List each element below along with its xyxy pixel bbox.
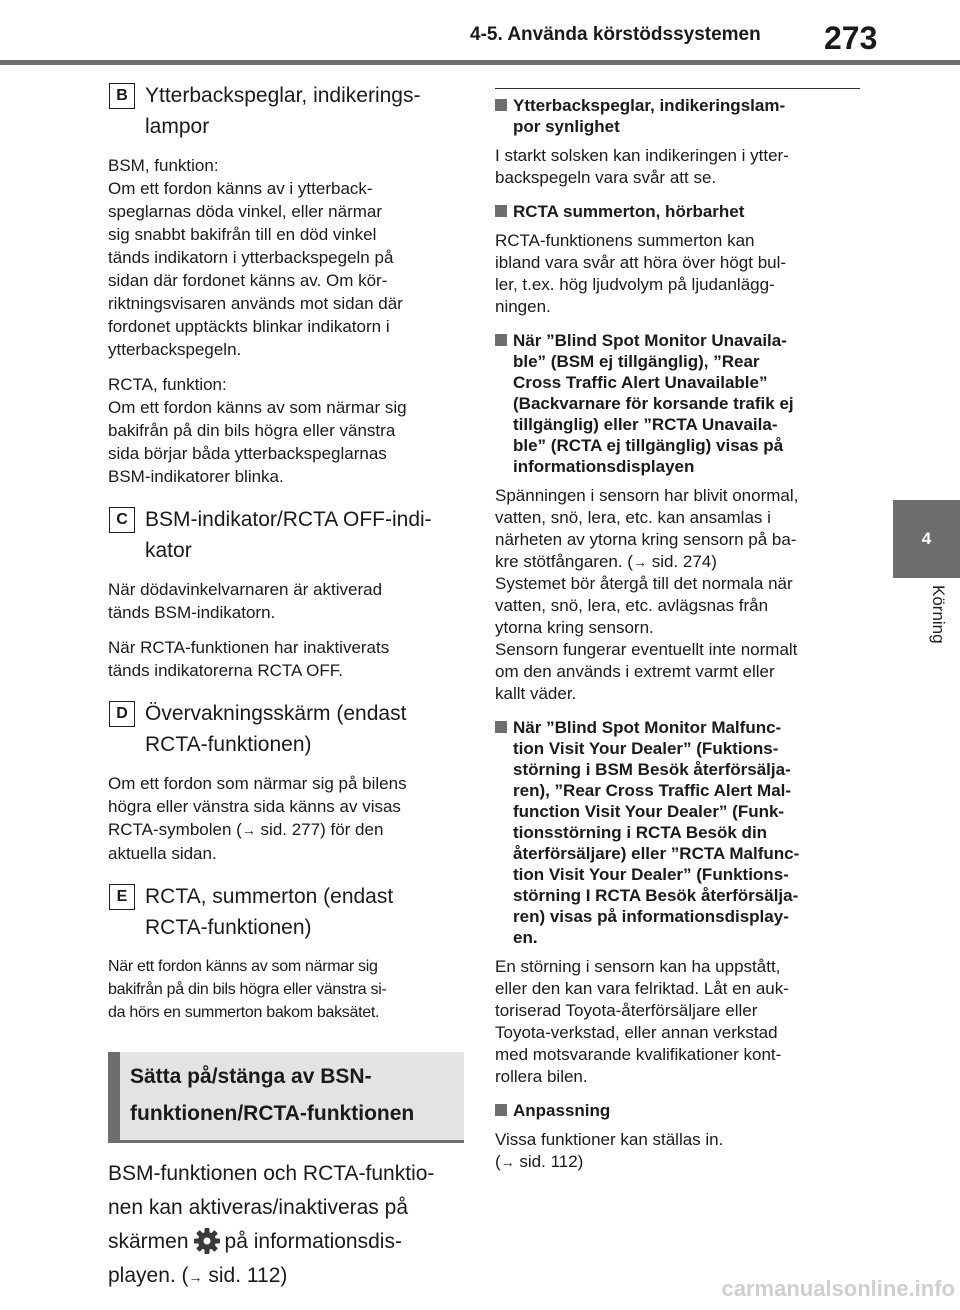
note-heading-audibility: RCTA summerton, hörbarhet <box>495 201 860 222</box>
arrow-icon: → <box>188 1269 203 1285</box>
item-c-heading <box>108 504 468 566</box>
item-c-paragraph-1: När dödavinkelvarnaren är aktiverad tänds BSM-indikatorn. <box>108 580 383 622</box>
item-d-paragraph: Om ett fordon som närmar sig på bilens högra eller vänstra sida känns av visas RCTA-symbolen (→ sid. 277) för den aktuella sidan. <box>108 774 407 863</box>
item-c-title-line1: BSM-indikator/RCTA OFF-indi- <box>145 508 432 531</box>
watermark: carmanualsonline.info <box>721 1276 955 1301</box>
arrow-icon: → <box>241 822 256 838</box>
item-c-paragraph-2: När RCTA-funktionen har inaktiverats tänds indikatorerna RCTA OFF. <box>108 638 390 680</box>
arrow-icon: → <box>500 1154 515 1170</box>
note-heading-visibility: Ytterbackspeglar, indikeringslam- por synlighet <box>495 95 860 137</box>
note-heading-customization: Anpassning <box>495 1100 860 1121</box>
square-bullet-icon <box>495 205 507 217</box>
item-e-title-line2: RCTA-funktionen) <box>145 916 312 939</box>
item-e-title-line1: RCTA, summerton (endast <box>145 885 394 908</box>
item-d-heading <box>108 698 468 760</box>
item-e-paragraph: När ett fordon känns av som närmar sig bakifrån på din bils högra eller vänstra si- da hörs en summerton bakom baksätet. <box>108 958 387 1021</box>
page-number: 273 <box>824 20 878 56</box>
arrow-icon: → <box>632 554 647 570</box>
square-bullet-icon <box>495 99 507 111</box>
item-c-title-line2: kator <box>145 539 192 562</box>
letter-b-badge: B <box>109 83 135 109</box>
header-title: 4-5. Använda körstödssystemen <box>470 24 761 45</box>
letter-c-badge: C <box>109 507 135 533</box>
square-bullet-icon <box>495 721 507 733</box>
note-body-visibility: I starkt solsken kan indikeringen i ytter- backspegeln vara svår att se. <box>495 146 789 187</box>
item-b-title-line2: lampor <box>145 115 210 138</box>
letter-d-badge: D <box>109 701 135 727</box>
item-e-heading <box>108 881 468 943</box>
letter-e-badge: E <box>109 884 135 910</box>
item-b-paragraph-1: BSM, funktion: Om ett fordon känns av i ytterback- speglarnas döda vinkel, eller närmar sig snabbt bakifrån till en död vinkel tänds indikatorn i ytterbackspegeln på sidan där fordonet känns av. Om kör- riktningsvisaren används mot sidan där fordonet upptäckts blinkar indikatorn i ytterbackspegeln. <box>108 156 403 359</box>
right-column <box>495 85 860 1185</box>
section-title-box <box>108 1052 464 1143</box>
item-d-title-line1: Övervakningsskärm (endast <box>145 702 407 725</box>
note-body-audibility: RCTA-funktionens summerton kan ibland vara svår att höra över högt bul- ler, t.ex. hög ljudvolym på ljudanlägg- ningen. <box>495 231 787 316</box>
square-bullet-icon <box>495 334 507 346</box>
chapter-tab: 4 <box>893 500 960 578</box>
section-paragraph: BSM-funktionen och RCTA-funktio- nen kan aktiveras/inaktiveras på skärmen på informationsdis- playen. (→ sid. 112) <box>108 1162 435 1287</box>
section-title: Sätta på/stänga av BSN- funktionen/RCTA-funktionen <box>130 1065 415 1125</box>
note-heading-malfunction: När ”Blind Spot Monitor Malfunc- tion Visit Your Dealer” (Fuktions- störning i BSM Besök återförsälja- ren), ”Rear Cross Traffic Alert Mal- function Visit Your Dealer” (Funk- tionsstörning i RCTA Besök din återförsäljare) eller ”RCTA Malfunc- tion Visit Your Dealer” (Funktions- störning I RCTA Besök återförsälja- ren) visas på informationsdisplay- en. <box>495 717 860 948</box>
left-column <box>108 80 468 1294</box>
item-b-title-line1: Ytterbackspeglar, indikerings- <box>145 84 421 107</box>
item-b-heading <box>108 80 468 142</box>
note-heading-unavailable: När ”Blind Spot Monitor Unavaila- ble” (BSM ej tillgänglig), ”Rear Cross Traffic Alert Unavailable” (Backvarnare för korsande trafik ej tillgänglig) eller ”RCTA Unavaila- ble” (RCTA ej tillgänglig) visas på informationsdisplayen <box>495 330 860 477</box>
item-d-title-line2: RCTA-funktionen) <box>145 733 312 756</box>
note-body-customization: Vissa funktioner kan ställas in. (→ sid. 112) <box>495 1130 724 1171</box>
chapter-label: Körning <box>929 585 948 644</box>
note-body-unavailable: Spänningen i sensorn har blivit onormal, vatten, snö, lera, etc. kan ansamlas i närheten av ytorna kring sensorn på ba- kre stötfångaren. (→ sid. 274) Systemet bör återgå till det normala när vatten, snö, lera, etc. avlägsnas från ytorna kring sensorn. Sensorn fungerar eventuellt inte normalt om den används i extremt varmt eller kallt väder. <box>495 486 799 703</box>
item-b-paragraph-2: RCTA, funktion: Om ett fordon känns av som närmar sig bakifrån på din bils högra eller vänstra sida börjar båda ytterbackspeglarnas BSM-indikatorer blinka. <box>108 375 407 486</box>
square-bullet-icon <box>495 1104 507 1116</box>
header-rule <box>0 60 960 65</box>
note-body-malfunction: En störning i sensorn kan ha uppstått, eller den kan vara felriktad. Låt en auk- toriserad Toyota-återförsäljare eller Toyota-verkstad, eller annan verkstad med motsvarande kvalifikationer kont- rollera bilen. <box>495 957 789 1086</box>
settings-gear-icon <box>193 1227 221 1255</box>
